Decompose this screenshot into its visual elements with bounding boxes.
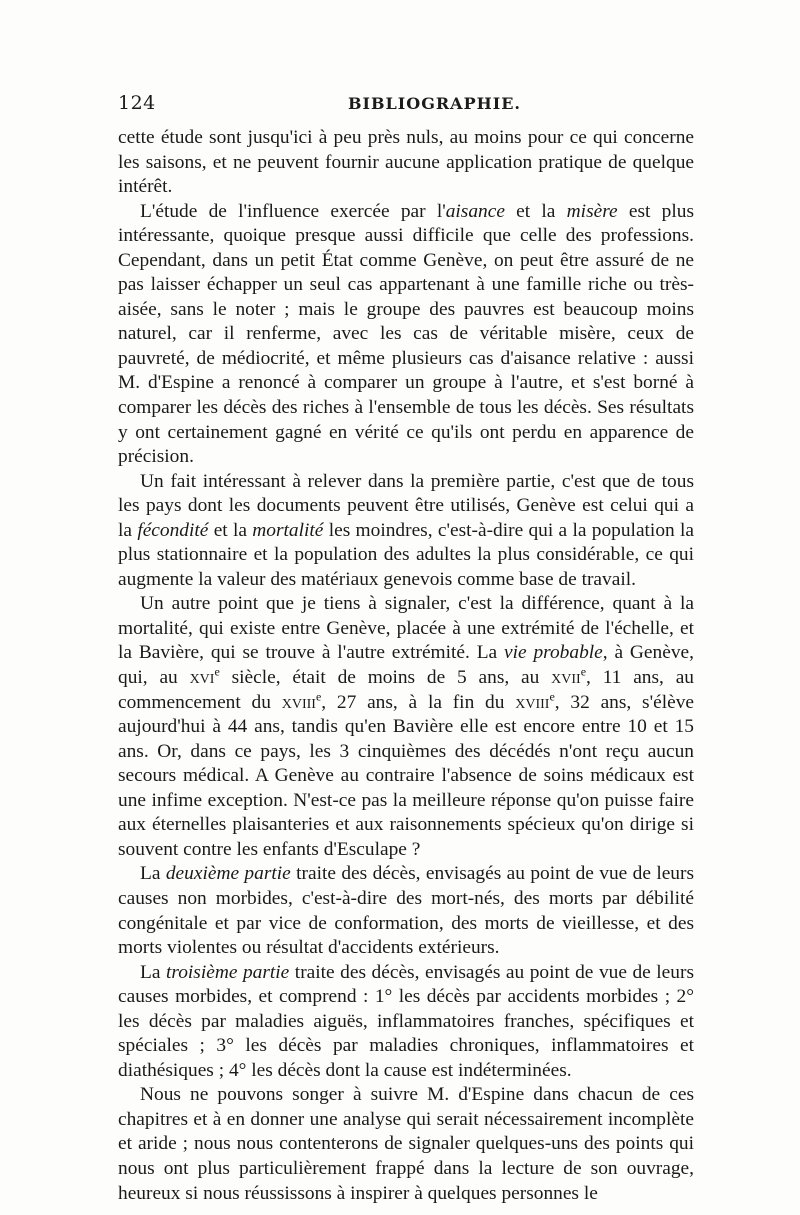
paragraph — [118, 862, 694, 960]
text-run: , 32 ans, s'élève aujourd'hui à 44 ans, tandis qu'en Bavière elle est encore entre 10 et 15 ans. Or, dans ce pays, les 3 cinquièmes des décédés n'ont reçu aucun secours médical. A Genève au contraire l'absence de soins médicaux est une infime exception. N'est-ce pas la meilleure réponse qu'on puisse faire aux éternelles plaisanteries et aux raisonnements spécieux qu'on dirige si souvent contre les enfants d'Esculape ? — [118, 691, 694, 860]
smallcaps-run: xvi — [189, 667, 215, 689]
italic-run: fécondité — [137, 519, 209, 541]
text-run: est plus intéressante, quoique presque aussi difficile que celle des professions. Cependant, dans un petit État comme Genève, on peut être assuré de ne pas laisser échapper un seul cas appartenant à une famille riche ou très-aisée, sans le noter ; mais le groupe des pauvres est beaucoup moins naturel, car il renferme, avec les cas de véritable misère, ceux de pauvreté, de médiocrité, et même plusieurs cas d'aisance relative : aussi M. d'Espine a renoncé à comparer un groupe à l'autre, et s'est borné à comparer les décès des riches à l'ensemble de tous les décès. Ses résultats y ont certainement gagné en vérité ce qu'ils ont perdu en apparence de précision. — [118, 200, 695, 468]
paragraph — [118, 1083, 694, 1206]
body-text — [118, 126, 694, 1206]
text-run: et la — [208, 519, 253, 541]
text-run: , 11 ans, au commencement du — [118, 667, 695, 713]
paragraph — [118, 470, 694, 593]
running-title: BIBLIOGRAPHIE. — [348, 94, 521, 113]
superscript-run: e — [580, 664, 587, 679]
text-run: Un autre point que je tiens à signaler, c'est la différence, quant à la mortalité, qui existe entre Genève, placée à une extrémité de l'échelle, et la Bavière, qui se trouve à l'autre extrémité. La — [118, 593, 694, 664]
superscript-run: e — [214, 664, 220, 679]
text-run: La — [140, 961, 166, 983]
paragraph — [118, 961, 694, 1084]
smallcaps-run: xviii — [515, 691, 550, 713]
text-run: les moindres, c'est-à-dire qui a la population la plus stationnaire et la population des adultes la plus considérable, ce qui augmente la valeur des matériaux genevois comme base de travail. — [118, 519, 695, 590]
italic-run: misère — [566, 200, 618, 222]
text-run: La — [140, 863, 166, 885]
text-run: Nous ne pouvons songer à suivre M. d'Espine dans chacun de ces chapitres et à en donner une analyse qui serait nécessairement incomplète et aride ; nous nous contenterons de signaler quelques-uns des points qui nous ont plus particulièrement frappé dans la lecture de son ouvrage, heureux si nous réussissons à inspirer à quelques personnes le — [118, 1084, 694, 1204]
text-run: , à Genève, qui, au — [118, 642, 694, 689]
paragraph — [118, 592, 694, 862]
text-run: siècle, était de moins de 5 ans, au — [219, 667, 552, 689]
text-run: cette étude sont jusqu'ici à peu près nuls, au moins pour ce qui concerne les saisons, et ne peuvent fournir aucune application pratique de quelque intérêt. — [118, 127, 694, 198]
superscript-run: e — [549, 689, 555, 704]
superscript-run: e — [315, 689, 322, 704]
smallcaps-run: xvii — [551, 667, 581, 689]
text-run: traite des décès, envisagés au point de vue de leurs causes morbides, et comprend : 1° les décès par accidents morbides ; 2° les décès par maladies aiguës, inflammatoires franches, spécifiques et spéciales ; 3° les décès par maladies chroniques, inflammatoires et diathésiques ; 4° les décès dont la cause est indéterminées. — [118, 961, 694, 1081]
text-run: et la — [504, 200, 567, 222]
page-header — [118, 92, 694, 118]
text-run: Un fait intéressant à relever dans la première partie, c'est que de tous les pays dont les documents peuvent être utilisés, Genève est celui qui a la — [118, 470, 694, 541]
italic-run: aisance — [445, 200, 505, 222]
paragraph — [118, 200, 694, 470]
italic-run: mortalité — [252, 519, 324, 541]
text-run: traite des décès, envisagés au point de vue de leurs causes non morbides, c'est-à-dire des mort-nés, des morts par débilité congénitale et par vice de conformation, des morts de vieillesse, et des morts violentes ou résultat d'accidents extérieurs. — [118, 863, 695, 959]
text-run: L'étude de l'influence exercée par l' — [140, 200, 446, 222]
paragraph — [118, 126, 694, 200]
smallcaps-run: xviii — [281, 691, 316, 713]
italic-run: troisième partie — [165, 961, 290, 983]
italic-run: vie probable — [504, 642, 603, 664]
italic-run: deuxième partie — [165, 863, 291, 885]
text-run: , 27 ans, à la fin du — [321, 691, 516, 713]
page-number: 124 — [118, 92, 156, 114]
